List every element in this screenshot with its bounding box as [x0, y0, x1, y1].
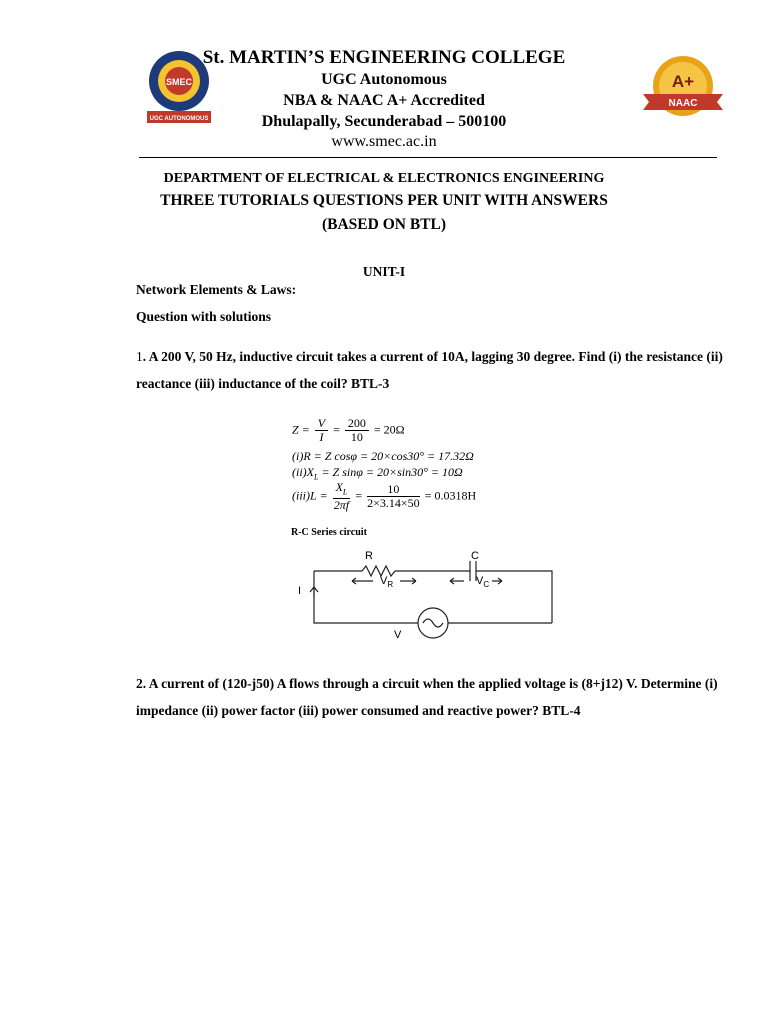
fraction-denominator: 2×3.14×50: [367, 496, 420, 511]
resistor-label: R: [365, 550, 373, 562]
voltage-symbol: V: [476, 575, 484, 587]
solutions-heading: Question with solutions: [136, 309, 272, 324]
formula-inductance: (iii)L = $\frac{X_L}{2\pi f}$ = $\frac{10}{2\times 3.14\times 50}$ = 0.0318H: [292, 480, 477, 513]
document-subtitle: (BASED ON BTL): [321, 216, 447, 233]
current-arrow: [310, 587, 318, 597]
current-label: I: [298, 585, 302, 597]
header-line-accreditation: NBA & NAAC A+ Accredited: [283, 92, 485, 109]
svg-text:UGC AUTONOMOUS: UGC AUTONOMOUS: [149, 116, 209, 122]
resistor-voltage-label: [380, 575, 393, 589]
svg-text:NAAC: NAAC: [668, 98, 698, 109]
header-line-address: Dhulapally, Secunderabad – 500100: [261, 113, 507, 130]
fraction-numerator: 10: [367, 483, 420, 497]
question-1: [136, 343, 736, 397]
rc-series-circuit-diagram: [290, 545, 560, 645]
fraction-numerator: V: [315, 417, 328, 431]
topic-heading: Network Elements & Laws:: [136, 282, 297, 297]
subscript-l: L: [342, 487, 348, 497]
voltage-symbol: V: [380, 575, 388, 587]
question-1-text: . A 200 V, 50 Hz, inductive circuit takes a current of 10A, lagging 30 degree. Find (i) the resistance (ii) reactance (iii) inductance of the coil? BTL-3: [136, 349, 723, 391]
formula-impedance-lhs: Z =: [292, 422, 310, 437]
svg-text:SMEC: SMEC: [165, 77, 193, 87]
subscript-r: R: [387, 580, 394, 590]
svg-text:A+: A+: [671, 72, 695, 91]
fraction-denominator: 10: [350, 430, 363, 444]
formula-inductance-result: = 0.0318H: [424, 488, 477, 503]
fraction-v-over-i: [315, 417, 328, 444]
header-line-autonomous: UGC Autonomous: [321, 71, 447, 88]
circuit-caption: R-C Series circuit: [291, 527, 367, 538]
formula-impedance: Z = $\frac{V}{I}$ = $\frac{200}{10}$ = 20Ω: [292, 416, 405, 444]
website-link[interactable]: www.smec.ac.in: [331, 133, 437, 150]
formula-reactance-lhs: (ii)X: [292, 465, 314, 479]
fraction-xl-over-2pif: [333, 481, 351, 512]
fraction-numerator: 200: [345, 417, 369, 431]
subscript-c: C: [483, 580, 490, 590]
formula-resistance: (i)R = Z cosφ = 20×cos30° = 17.32Ω: [292, 449, 474, 463]
formula-inductance-lhs: (iii)L =: [292, 488, 328, 503]
fraction-10-over-denominator: [367, 483, 420, 510]
xl-symbol: X: [335, 480, 343, 494]
unit-heading: UNIT-I: [362, 264, 406, 279]
question-1-number: 1: [136, 349, 143, 364]
formula-reactance-rhs: = Z sinφ = 20×sin30° = 10Ω: [318, 465, 463, 479]
question-2: 2. A current of (120-j50) A flows through a circuit when the applied voltage is (8+j12) V. Determine (i) impedance (ii) power factor (iii) power consumed and reactive power? BTL-4: [136, 676, 718, 718]
college-name: St. MARTIN’S ENGINEERING COLLEGE: [202, 47, 566, 68]
source-voltage-label: V: [394, 629, 402, 641]
capacitor-label: C: [471, 550, 479, 562]
fraction-200-over-10: [345, 417, 369, 444]
formula-reactance: [292, 465, 463, 481]
subscript-l: L: [314, 472, 319, 482]
header-divider: [139, 157, 717, 158]
capacitor-voltage-label: [476, 575, 489, 589]
fraction-denominator: I: [319, 430, 324, 444]
fraction-denominator: 2πf: [333, 498, 350, 513]
fraction-numerator: [333, 481, 351, 499]
wire-left: [314, 571, 418, 623]
department-heading: DEPARTMENT OF ELECTRICAL & ELECTRONICS ENGINEERING: [163, 171, 605, 186]
document-title: THREE TUTORIALS QUESTIONS PER UNIT WITH ANSWERS: [160, 192, 608, 209]
formula-impedance-result: = 20Ω: [373, 422, 405, 437]
